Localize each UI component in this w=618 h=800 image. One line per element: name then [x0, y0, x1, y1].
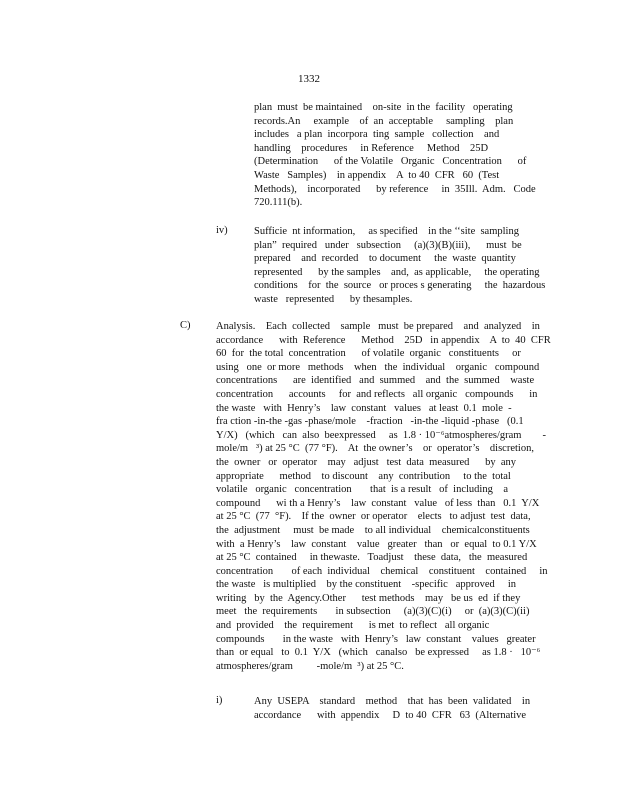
text-line: handling procedures in Reference Method 25D — [254, 142, 489, 154]
page-number: 1332 — [298, 73, 320, 85]
text-line: prepared and recorded to document the waste quantity — [254, 253, 516, 265]
text-line: compound wi th a Henry’s law constant value of less than 0.1 Y/X — [216, 497, 540, 509]
text-line: mole/m ³) at 25 °C (77 °F). At the owner’s or operator’s discretion, — [216, 443, 534, 455]
text-line: includes a plan incorpora ting sample collection and — [254, 129, 500, 141]
text-line: Waste Samples) in appendix A to 40 CFR 60 (Test — [254, 169, 500, 181]
text-line: accordance with appendix D to 40 CFR 63 (Alternative — [254, 709, 527, 721]
analysis-paragraph — [216, 320, 556, 673]
text-line: the adjustment must be made to all individual chemicalconstituents — [216, 524, 530, 536]
text-line: and provided the requirement is met to reflect all organic — [216, 620, 490, 632]
item-i-paragraph — [254, 695, 554, 722]
text-line: atmospheres/gram -mole/m ³) at 25 °C. — [216, 660, 404, 672]
text-line: Y/X) (which can also beexpressed as 1.8 · 10⁻⁶atmospheres/gram - — [216, 429, 546, 441]
text-line: fra ction -in-the -gas -phase/mole -fraction -in-the -liquid -phase (0.1 — [216, 416, 524, 428]
text-line: concentrations are identified and summed and the summed waste — [216, 375, 535, 387]
text-line: Analysis. Each collected sample must be prepared and analyzed in — [216, 321, 540, 332]
text-line: (Determination of the Volatile Organic Concentration of — [254, 156, 527, 168]
text-line: the waste is multiplied by the constituent -specific approved in — [216, 579, 517, 591]
text-line: volatile organic concentration that is a result of including a — [216, 484, 508, 496]
text-line: plan” required under subsection (a)(3)(B)(iii), must be — [254, 239, 522, 251]
item-label-c: C) — [180, 320, 191, 331]
text-line: writing by the Agency.Other test methods may be us ed if they — [216, 592, 521, 604]
text-line: conditions for the source or proces s generating the hazardous — [254, 280, 546, 292]
item-label-iv: iv) — [216, 225, 228, 236]
text-line: the waste with Henry’s law constant values at least 0.1 mole - — [216, 402, 512, 414]
item-iv-paragraph — [254, 225, 554, 307]
text-line: records.An example of an acceptable sampling plan — [254, 115, 514, 127]
text-line: 720.111(b). — [254, 197, 303, 209]
text-line: compounds in the waste with Henry’s law constant values greater — [216, 633, 536, 645]
text-line: waste represented by thesamples. — [254, 293, 413, 305]
text-line: with a Henry’s law constant value greater than or equal to 0.1 Y/X — [216, 538, 537, 550]
text-line: meet the requirements in subsection (a)(3)(C)(i) or (a)(3)(C)(ii) — [216, 606, 530, 618]
text-line: accordance with Reference Method 25D in appendix A to 40 CFR — [216, 334, 551, 346]
sampling-plan-paragraph — [254, 101, 554, 210]
text-line: at 25 °C (77 °F). If the owner or operator elects to adjust test data, — [216, 511, 531, 523]
text-line: concentration of each individual chemical constituent contained in — [216, 565, 548, 577]
text-line: concentration accounts for and reflects all organic compounds in — [216, 388, 538, 400]
text-line: appropriate method to discount any contribution to the total — [216, 470, 511, 482]
text-line: Sufficie nt information, as specified in the ‘‘site sampling — [254, 226, 519, 237]
text-line: Any USEPA standard method that has been validated in — [254, 696, 531, 707]
text-line: the owner or operator may adjust test data measured by any — [216, 456, 517, 468]
text-line: 60 for the total concentration of volatile organic constituents or — [216, 348, 521, 360]
text-line: at 25 °C contained in thewaste. Toadjust these data, the measured — [216, 552, 528, 564]
item-label-i: i) — [216, 695, 223, 706]
text-line: using one or more methods when the individual organic compound — [216, 361, 540, 373]
text-line: Methods), incorporated by reference in 35Ill. Adm. Code — [254, 183, 536, 195]
text-line: represented by the samples and, as applicable, the operating — [254, 266, 540, 278]
text-line: than or equal to 0.1 Y/X (which canalso be expressed as 1.8 · 10⁻⁶ — [216, 647, 541, 659]
text-line: plan must be maintained on-site in the facility operating — [254, 102, 513, 113]
